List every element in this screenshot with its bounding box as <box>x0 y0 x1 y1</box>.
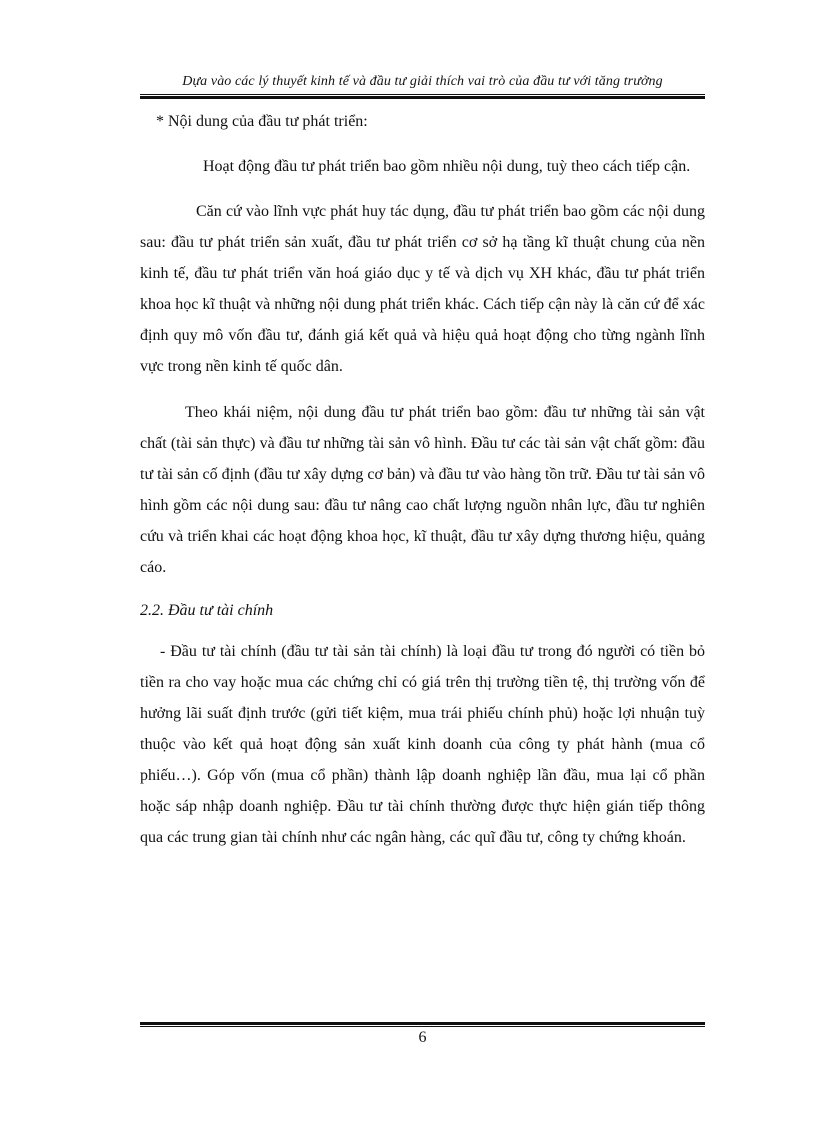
content-subheading: * Nội dung của đầu tư phát triển: <box>156 113 368 130</box>
footer-rule-thick <box>140 1022 705 1025</box>
section-heading-financial-investment: 2.2. Đầu tư tài chính <box>140 602 274 619</box>
running-header: Dựa vào các lý thuyết kinh tế và đầu tư giải thích vai trò của đầu tư với tăng trưởng <box>182 74 663 89</box>
paragraph-intro: Hoạt động đầu tư phát triển bao gồm nhiều nội dung, tuỳ theo cách tiếp cận. <box>203 158 691 175</box>
page-number: 6 <box>418 1029 427 1046</box>
paragraph-by-field: Căn cứ vào lĩnh vực phát huy tác dụng, đầu tư phát triển bao gồm các nội dung sau: đầu tư phát triển sản xuất, đầu tư phát triển cơ sở hạ tầng kĩ thuật chung của nền kinh tế, đầu tư phát triển văn hoá giáo dục y tế và dịch vụ XH khác, đầu tư phát triển khoa học kĩ thuật và những nội dung phát triển khác. Cách tiếp cận này là căn cứ để xác định quy mô vốn đầu tư, đánh giá kết quả và hiệu quả hoạt động cho từng ngành lĩnh vực trong nền kinh tế quốc dân. <box>140 203 705 375</box>
page-body <box>140 106 705 853</box>
footer-rule <box>140 1022 705 1027</box>
header-rule <box>140 94 705 99</box>
paragraph-financial-investment: - Đầu tư tài chính (đầu tư tài sản tài chính) là loại đầu tư trong đó người có tiền bỏ tiền ra cho vay hoặc mua các chứng chỉ có giá trên thị trường tiền tệ, thị trường vốn để hưởng lãi suất định trước (gửi tiết kiệm, mua trái phiếu chính phủ) hoặc lợi nhuận tuỳ thuộc vào kết quả hoạt động sản xuất kinh doanh của công ty phát hành (mua cổ phiếu…). Góp vốn (mua cổ phần) thành lập doanh nghiệp lần đầu, mua lại cổ phần hoặc sáp nhập doanh nghiệp. Đầu tư tài chính thường được thực hiện gián tiếp thông qua các trung gian tài chính như các ngân hàng, các quĩ đầu tư, công ty chứng khoán. <box>140 643 705 846</box>
header-rule-thin <box>140 94 705 95</box>
paragraph-by-concept: Theo khái niệm, nội dung đầu tư phát triển bao gồm: đầu tư những tài sản vật chất (tài sản thực) và đầu tư những tài sản vô hình. Đầu tư các tài sản vật chất gồm: đầu tư tài sản cố định (đầu tư xây dựng cơ bản) và đầu tư vào hàng tồn trữ. Đầu tư tài sản vô hình gồm các nội dung sau: đầu tư nâng cao chất lượng nguồn nhân lực, đầu tư nghiên cứu và triển khai các hoạt động khoa học, kĩ thuật, đầu tư xây dựng thương hiệu, quảng cáo. <box>140 404 705 576</box>
footer-rule-thin <box>140 1026 705 1027</box>
header-rule-thick <box>140 96 705 99</box>
